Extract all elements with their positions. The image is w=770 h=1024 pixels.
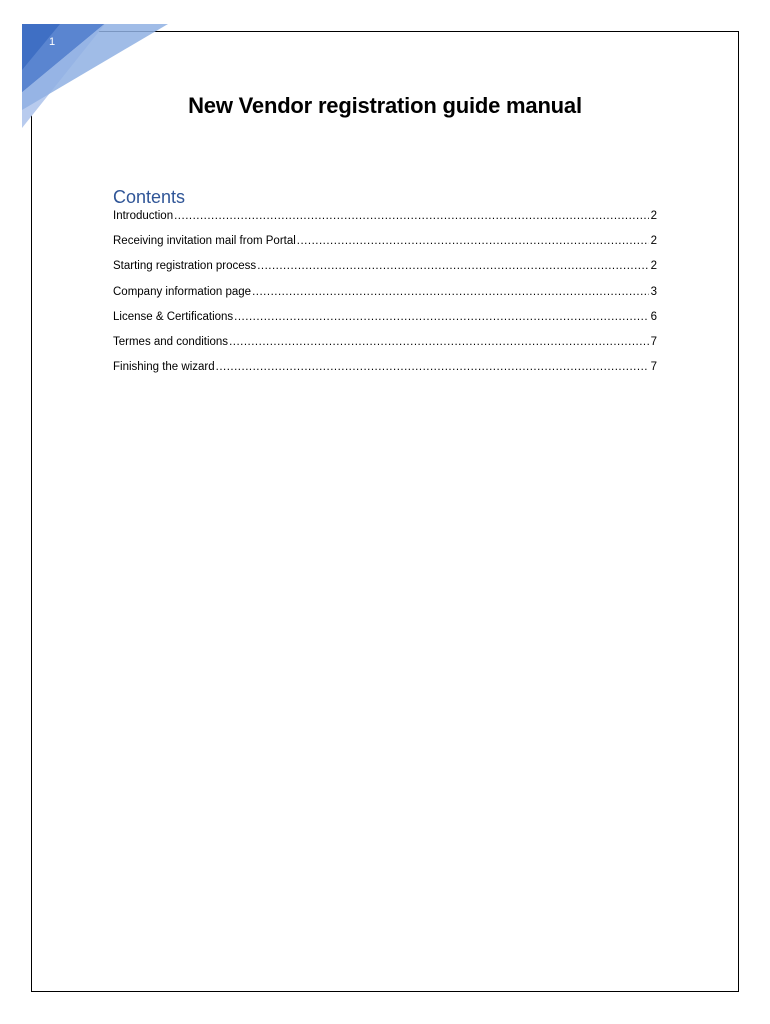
toc-heading: Contents xyxy=(113,187,186,207)
table-of-contents xyxy=(113,210,657,386)
toc-entry-label: Starting registration process xyxy=(113,260,257,273)
toc-entry-page: 6 xyxy=(650,310,657,323)
toc-dot-leader xyxy=(229,336,649,348)
toc-entry-label: Termes and conditions xyxy=(113,335,229,348)
toc-dot-leader xyxy=(174,210,648,222)
toc-dot-leader xyxy=(234,311,648,323)
document-title: New Vendor registration guide manual xyxy=(188,93,582,118)
toc-entry-label: Introduction xyxy=(113,210,174,222)
toc-entry-finishing-wizard[interactable] xyxy=(113,361,657,386)
toc-entry-label: License & Certifications xyxy=(113,310,234,323)
toc-dot-leader xyxy=(216,361,649,373)
toc-entry-license-certifications[interactable] xyxy=(113,311,657,336)
toc-dot-leader xyxy=(297,235,649,247)
toc-dot-leader xyxy=(257,260,648,272)
toc-dot-leader xyxy=(252,286,649,298)
page-border xyxy=(31,31,739,992)
corner-decoration xyxy=(0,0,180,140)
toc-entry-label: Finishing the wizard xyxy=(113,361,215,374)
toc-entry-label: Receiving invitation mail from Portal xyxy=(113,235,296,248)
page-number: 1 xyxy=(49,36,56,48)
toc-entry-page: 2 xyxy=(650,210,657,222)
toc-entry-page: 7 xyxy=(650,335,657,348)
toc-entry-page: 2 xyxy=(650,260,657,273)
toc-entry-terms-conditions[interactable] xyxy=(113,336,657,361)
toc-entry-page: 3 xyxy=(650,285,657,298)
toc-entry-company-information[interactable] xyxy=(113,286,657,311)
toc-entry-introduction[interactable] xyxy=(113,210,657,235)
toc-entry-receiving-invitation[interactable] xyxy=(113,235,657,260)
toc-entry-page: 7 xyxy=(650,361,657,374)
toc-entry-page: 2 xyxy=(650,235,657,248)
toc-entry-label: Company information page xyxy=(113,285,252,298)
toc-entry-starting-registration[interactable] xyxy=(113,260,657,285)
